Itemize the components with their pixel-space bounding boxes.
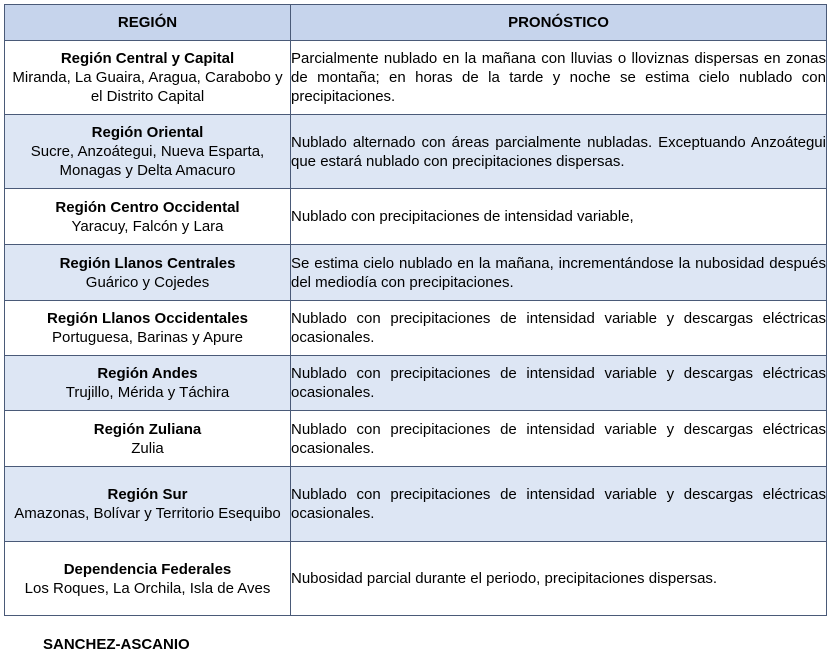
table-row	[5, 542, 827, 616]
region-states: Miranda, La Guaira, Aragua, Carabobo y el Distrito Capital	[12, 69, 283, 105]
region-cell	[5, 467, 291, 542]
table-row	[5, 356, 827, 411]
region-name: Región Centro Occidental	[55, 198, 240, 216]
region-cell	[5, 189, 291, 245]
region-cell	[5, 301, 291, 356]
region-states: Guárico y Cojedes	[85, 273, 210, 291]
table-row	[5, 467, 827, 542]
forecast-cell: Nublado con precipitaciones de intensidad variable y descargas eléctricas ocasionales.	[291, 467, 827, 542]
column-header-region: REGIÓN	[5, 5, 291, 41]
table-row	[5, 301, 827, 356]
region-name: Región Zuliana	[93, 420, 202, 438]
region-name: Región Central y Capital	[60, 50, 235, 67]
author-signature: SANCHEZ-ASCANIO	[43, 636, 190, 653]
table-row	[5, 41, 827, 115]
region-states: Yaracuy, Falcón y Lara	[71, 217, 224, 235]
forecast-cell: Nublado con precipitaciones de intensidad variable y descargas eléctricas ocasionales.	[291, 301, 827, 356]
forecast-cell: Nubosidad parcial durante el periodo, precipitaciones dispersas.	[291, 542, 827, 616]
forecast-table	[4, 4, 827, 616]
region-cell	[5, 41, 291, 115]
region-cell	[5, 542, 291, 616]
region-name: Región Llanos Centrales	[59, 254, 236, 272]
forecast-cell: Nublado alternado con áreas parcialmente nubladas. Exceptuando Anzoátegui que estará nublado con precipitaciones dispersas.	[291, 115, 827, 189]
region-name: Región Sur	[107, 486, 188, 503]
region-name: Región Oriental	[91, 124, 204, 141]
region-cell	[5, 245, 291, 301]
table-row	[5, 189, 827, 245]
forecast-cell: Nublado con precipitaciones de intensidad variable y descargas eléctricas ocasionales.	[291, 411, 827, 467]
region-cell	[5, 115, 291, 189]
region-name: Región Llanos Occidentales	[47, 310, 248, 327]
region-cell	[5, 411, 291, 467]
forecast-cell: Nublado con precipitaciones de intensidad variable,	[291, 189, 827, 245]
region-name: Dependencia Federales	[63, 560, 232, 578]
table-row	[5, 115, 827, 189]
region-states: Trujillo, Mérida y Táchira	[65, 384, 230, 401]
region-states: Amazonas, Bolívar y Territorio Esequibo	[14, 505, 281, 522]
table-row	[5, 411, 827, 467]
region-name: Región Andes	[97, 365, 198, 382]
forecast-cell: Parcialmente nublado en la mañana con lluvias o lloviznas dispersas en zonas de montaña; en horas de la tarde y noche se estima cielo nublado con precipitaciones.	[291, 41, 827, 115]
column-header-forecast: PRONÓSTICO	[291, 5, 827, 41]
region-states: Sucre, Anzoátegui, Nueva Esparta, Monagas y Delta Amacuro	[30, 143, 265, 179]
region-states: Los Roques, La Orchila, Isla de Aves	[24, 579, 271, 597]
table-header-row	[5, 5, 827, 41]
region-cell	[5, 356, 291, 411]
region-states: Zulia	[131, 439, 164, 457]
region-states: Portuguesa, Barinas y Apure	[52, 329, 243, 346]
table-row	[5, 245, 827, 301]
forecast-cell: Nublado con precipitaciones de intensidad variable y descargas eléctricas ocasionales.	[291, 356, 827, 411]
forecast-cell: Se estima cielo nublado en la mañana, incrementándose la nubosidad después del mediodía con precipitaciones.	[291, 245, 827, 301]
